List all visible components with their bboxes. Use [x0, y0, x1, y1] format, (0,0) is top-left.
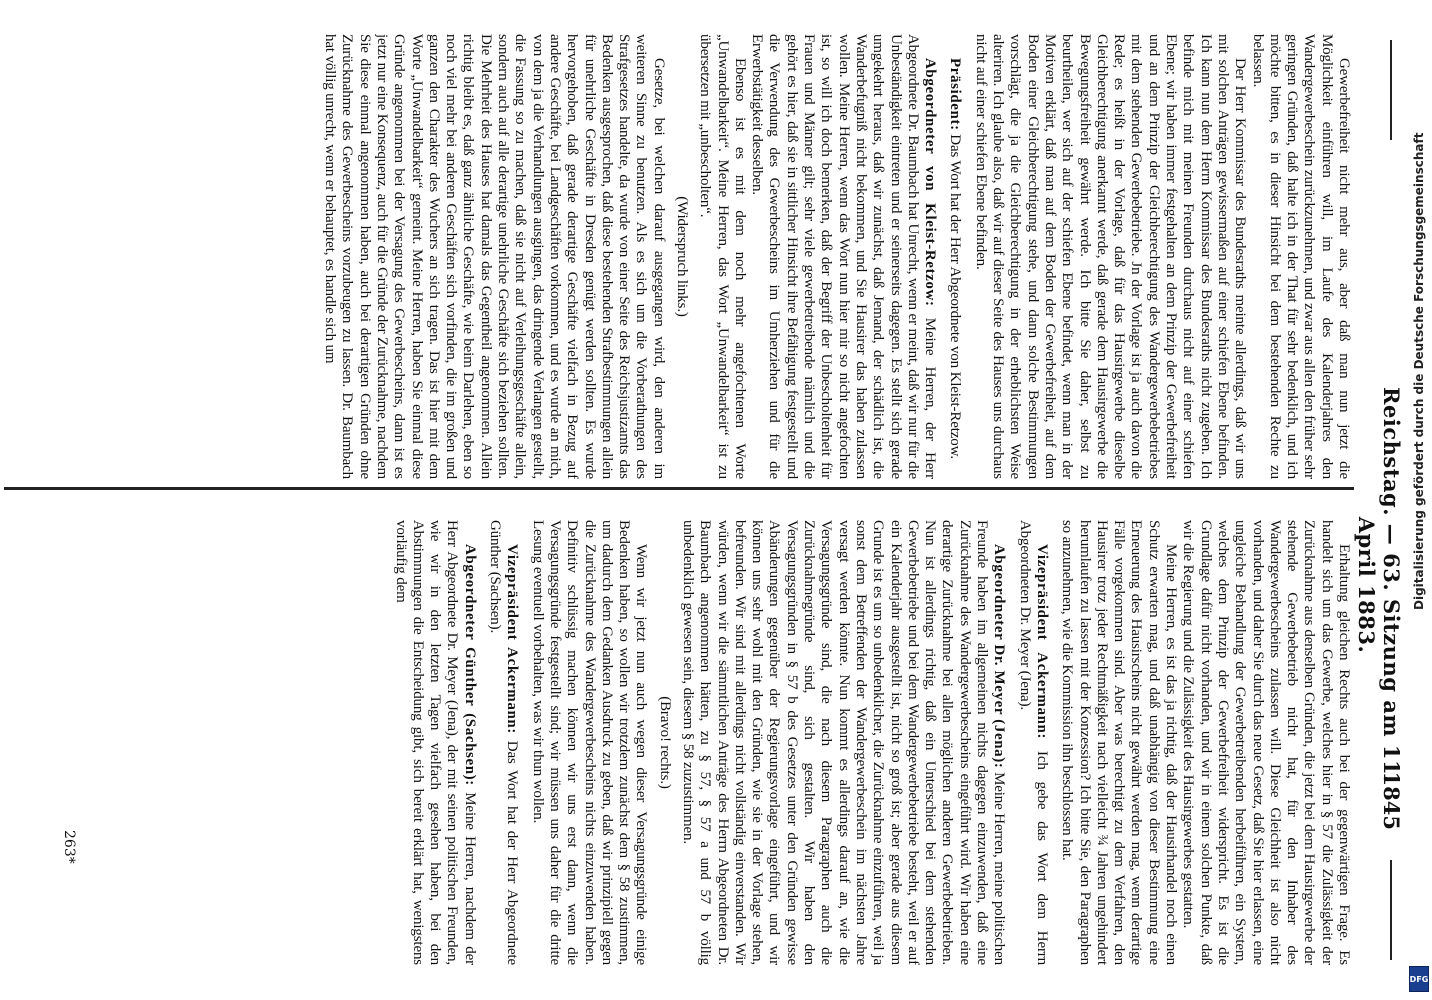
- speech-text: Das Wort hat der Herr Abgeordnete von Kleist-Retzow.: [947, 130, 964, 459]
- paragraph: Der Herr Kommissar des Bundesraths meinte allerdings, daß wir uns mit solchen Anträgen gewissermaßen auf einer schiefen Ebene befinden. Ich kann nun dem Herrn Kommissar des Bundesraths nicht zugeben. Ich befinde mich mit meinen Freunden durchaus nicht auf einer schiefen Ebene; wir haben immer festgehalten an dem Prinzip der Gewerbefreiheit und an dem Prinzip der Gleichberechtigung des Wandergewerbebetriebes mit dem stehenden Gewerbebetriebe. Jn der Vorlage ist ja auch davon die Rede; es heißt in der Vorlage, daß für das Hausirgewerbe dieselbe Gleichberechtigung anerkannt werde, daß gerade dem Hausirgewerbe die Bewegungsfreiheit gewährt werde. Ich bitte Sie daher, selbst zu beurtheilen, wer sich auf der schiefen Ebene befindet, wenn man in der Motiven erklärt, daß man auf dem Boden der Gewerbefreiheit, auf dem Boden einer Gleichberechtigung stehe, und dann solche Bestimmungen vorschlägt, die ja die Gleichberechtigung in der erheblichsten Weise alteriren. Ich glaube also, daß wir auf dieser Seite des Hauses uns durchaus nicht auf einer schiefen Ebene befinden.: [972, 34, 1249, 479]
- speaker-paragraph: [748, 34, 938, 479]
- paragraph: Meine Herren, es ist das ja richtig, daß der Hausirhandel noch einen Schutz erwarten mag, und daß unabhängig von dieser Bestimmung eine Erneuerung des Hausirscheins nicht gewährt werden mag, wenn derartige Fälle vorgekommen sind. Aber was berechtigt zu dem Verfahren, den Hausirer trotz jeder Rechtmäßigkeit nach vielleicht ¾ Jahren ungehindert herumlaufen zu lassen mit der Konzession? Ich bitte Sie, den Paragraphen so anzunehmen, wie die Kommission ihn beschlossen hat.: [1059, 520, 1180, 965]
- speaker-name: Abgeordneter von Kleist-Retzow:: [922, 58, 939, 307]
- speech-text: Das Wort hat der Herr Abgeordnete Günther (Sachsen).: [487, 520, 521, 965]
- paragraph: Gewerbefreiheit nicht mehr aus, aber daß man nun jetzt die Möglichkeit einführen will, im Laufe des Kalenderjahres den Wandergewerbeschein zurückzunehmen, und zwar aus allen den früher sehr geringen Gründen, daß halte ich in der That für sehr bedenklich, und ich möchte bitten, es in dieser Hinsicht bei dem bestehenden Rechte zu belassen.: [1249, 34, 1352, 479]
- page-header: [1354, 40, 1404, 960]
- speaker-paragraph: [679, 520, 1008, 965]
- header-rule-right: [1390, 860, 1392, 960]
- interjection: (Widerspruch links.): [674, 196, 691, 317]
- interjection: (Bravo! rechts.): [656, 696, 673, 789]
- speaker-paragraph: [391, 520, 477, 965]
- page-number: 1845: [1379, 771, 1404, 830]
- left-column: [0, 34, 1352, 479]
- speech-text: Meine Herren, der Herr Abgeordnete Dr. Baumbach hat Unrecht, wenn er meint, daß wir nur für die Unbeständigkeit eintreten und er seinerseits dagegen. Es stellt sich gerade umgekehrt heraus, daß wir zunächst, daß Jemand, der schädlich ist, die Wanderbefugniß nicht bekommen, und Sie Hausirer das haben zulassen wollen. Meine Herren, wenn das Wort nun hier mir so nicht angefochten ist, so will ich doch bemerken, daß der Begriff der Unbescholtenheit für Frauen und Männer gilt; sehr viele gewerbetreibende nämlich und die gehört es hier, daß sie in sittlicher Hinsicht ihre Befähigung festgestellt und die Verwendung des Gewerbescheins im Umherziehen und für die Erwerbstätigkeit desselben.: [749, 34, 939, 479]
- right-column: [0, 520, 1352, 965]
- digitization-credit: Digitalisierung gefördert durch die Deutsche Forschungsgemeinschaft: [1412, 132, 1426, 610]
- speaker-name: Vizepräsident Ackermann:: [1033, 544, 1050, 740]
- speech-text: Ich gebe das Wort dem Herrn Abgeordneten Dr. Meyer (Jena).: [1016, 520, 1050, 965]
- speech-text: Meine Herren, meine politischen Freunde haben im allgemeinen nichts dagegen einzuwenden, daß eine Zurücknahme des Wandergewerbescheins eingeführt wird. Wir haben eine derartige Zurücknahme bei allen möglichen anderen Gewerbebetrieben. Nun ist allerdings richtig, daß ein Unterschied bei dem stehenden Gewerbebetriebe und bei dem Wandergewerbebetriebe besteht, weil er auf ein Kalenderjahr ausgestellt ist, nicht so groß ist; aber gerade aus diesem Grunde ist es um so unbedenklicher, die Zurücknahme einzuführen, weil ja sonst dem Betreffenden der Wandergewerbeschein im nächsten Jahre versagt werden könnte. Nun kommt es allerdings darauf an, wie die Versagungsgründe sind, die nach diesem Paragraphen auch die Zurücknahmegründe sind, sich gestalten. Wir haben den Versagungsgründen in § 57 b des Gesetzes unter den Gründen gewisse Abänderungen gegenüber der Regierungsvorlage eingeführt, und wir können uns sehr wohl mit den Gründen, wie sie in der Vorlage stehen, befreunden. Wir sind mit allerdings nicht vollständig einverstanden. Wir würden, wenn wir die sämmtlichen Anträge des Herrn Abgeordneten Dr. Baumbach angenommen hätten, zu § 57, § 57 a und 57 b völlig unbedenklich gewesen sein, diesem § 58 zuzustimmen.: [680, 520, 1008, 965]
- column-divider: [4, 487, 1354, 490]
- paragraph: Erhaltung gleichen Rechts auch bei der gegenwärtigen Frage. Es handelt sich um das Gewerbe, welches hier in § 57 die Zulässigkeit der Zurücknahme aus denselben Gründen, die jetzt bei dem Hausirgewerbe der stehende Gewerbebetrieb nicht hat, für den Inhaber des Wandergewerbescheins zulassen will. Diese Gleichheit ist also nicht vorhanden, und daher Sie durch das neue Gesetz, daß Sie hier erlassen, eine ungleiche Behandlung der Gewerbetreibenden herbeiführen, ein System, welches dem Prinzip der Gewerbefreiheit widerspricht. Es ist die Grundlage dafür nicht vorhanden, und wir in einem solchen Punkte, daß wir die Regierung und die Zulässigkeit des Hausirgewerbes gestatten.: [1180, 520, 1352, 965]
- dfg-logo: DFG: [1409, 966, 1429, 992]
- speaker-name: Abgeordneter Dr. Meyer (Jena):: [991, 544, 1008, 769]
- speech-text: Meine Herren, nachdem der Herr Abgeordnete Dr. Meyer (Jena), der mit seinen politischen Freunden, wie wir in den letzten Tagen vielfach gesehen haben, bei den Abstimmungen die Entscheidung gibt, sich bereit erklärt hat, wenigstens vorläufig dem: [392, 520, 478, 965]
- speaker-name: Präsident:: [947, 58, 964, 131]
- speaker-paragraph: [486, 520, 521, 965]
- speaker-paragraph: [1015, 520, 1050, 965]
- paragraph: Ebenso ist es mit dem noch mehr angefochtenen Worte „Unwandelbarkeit“. Meine Herren, das Wort „Unwandelbarkeit“ ist zu übersetzen mit „unbescholten“.: [697, 34, 748, 479]
- header-rule-left: [1390, 40, 1392, 140]
- speaker-name: Vizepräsident Ackermann:: [504, 544, 521, 734]
- paragraph: Wenn wir jetzt nun auch wegen dieser Versagungsgründe einige Bedenken haben, so wollen wir trotzdem zunächst dem § 58 zustimmen, um dadurch dem Gedanken Ausdruck zu geben, daß wir prinzipiell gegen die Zurücknahme des Wandergewerbescheins nichts einzuwenden haben. Definitiv schlüssig machen können wir uns erst dann, wenn die Versagungsgründe festgestellt sind; wir müssen uns daher für die dritte Lesung eventuell vorbehalten, was wir thun wollen.: [529, 520, 650, 965]
- signature-mark: 263*: [61, 830, 77, 864]
- paragraph: Gesetze, bei welchen darauf ausgegangen wird, den anderen im weiteren Sinne zu benutzen. Als es sich um die Vorberathungen des Strafgesetzes handelte, da wurde von einer Seite des Reichsjustizamts das Bedenken ausgesprochen, daß diese bestehenden Strafbestimmungen allein für unehrliche Geschäfte in Dresden genügt werden sollten. Es wurde hervorgehoben, daß gerade derartige Geschäfte vielfach in Bezug auf andere Geschäfte, bei Landgeschäften vorkommen, und es wurde an mich, von dem ja die Verhandlungen ausgingen, das dringende Verlangen gestellt, die Fassung so zu machen, daß sie nicht auf Verleihungsgeschäfte allein, sondern auch auf alle derartige unehrliche Geschäfte sich beziehen sollten. Die Mehrheit des Hauses hat damals das Gegentheil angenommen. Allein richtig bleibt es, daß ganz ähnliche Geschäfte, wie beim Darlehen, eben so noch viel mehr bei anderen Geschäften sich vorfinden, die im großen und ganzen den Charakter des Wuchers an sich tragen. Das ist hier mit dem Worte „Unwandelbarkeit“ gemeint. Meine Herren, haben Sie einmal diese Gründe angenommen bei der Versagung des Gewerbescheins, dann ist es jetzt nur eine Konsequenz, auch für die Gründe der Zurücknahme, nachdem Sie diese einmal angenommen haben, auch bei derartigen Gründen ohne Zurücknahme des Gewerbescheins vorzubeugen zu lassen. Dr. Baumbach hat völlig unrecht, wenn er behauptet, es handle sich um: [322, 34, 667, 479]
- speaker-paragraph: [946, 34, 963, 479]
- speaker-name: Abgeordneter Günther (Sachsen):: [461, 544, 478, 786]
- page-title: Reichstag. — 63. Sitzung am 11. April 1883.: [1354, 387, 1404, 783]
